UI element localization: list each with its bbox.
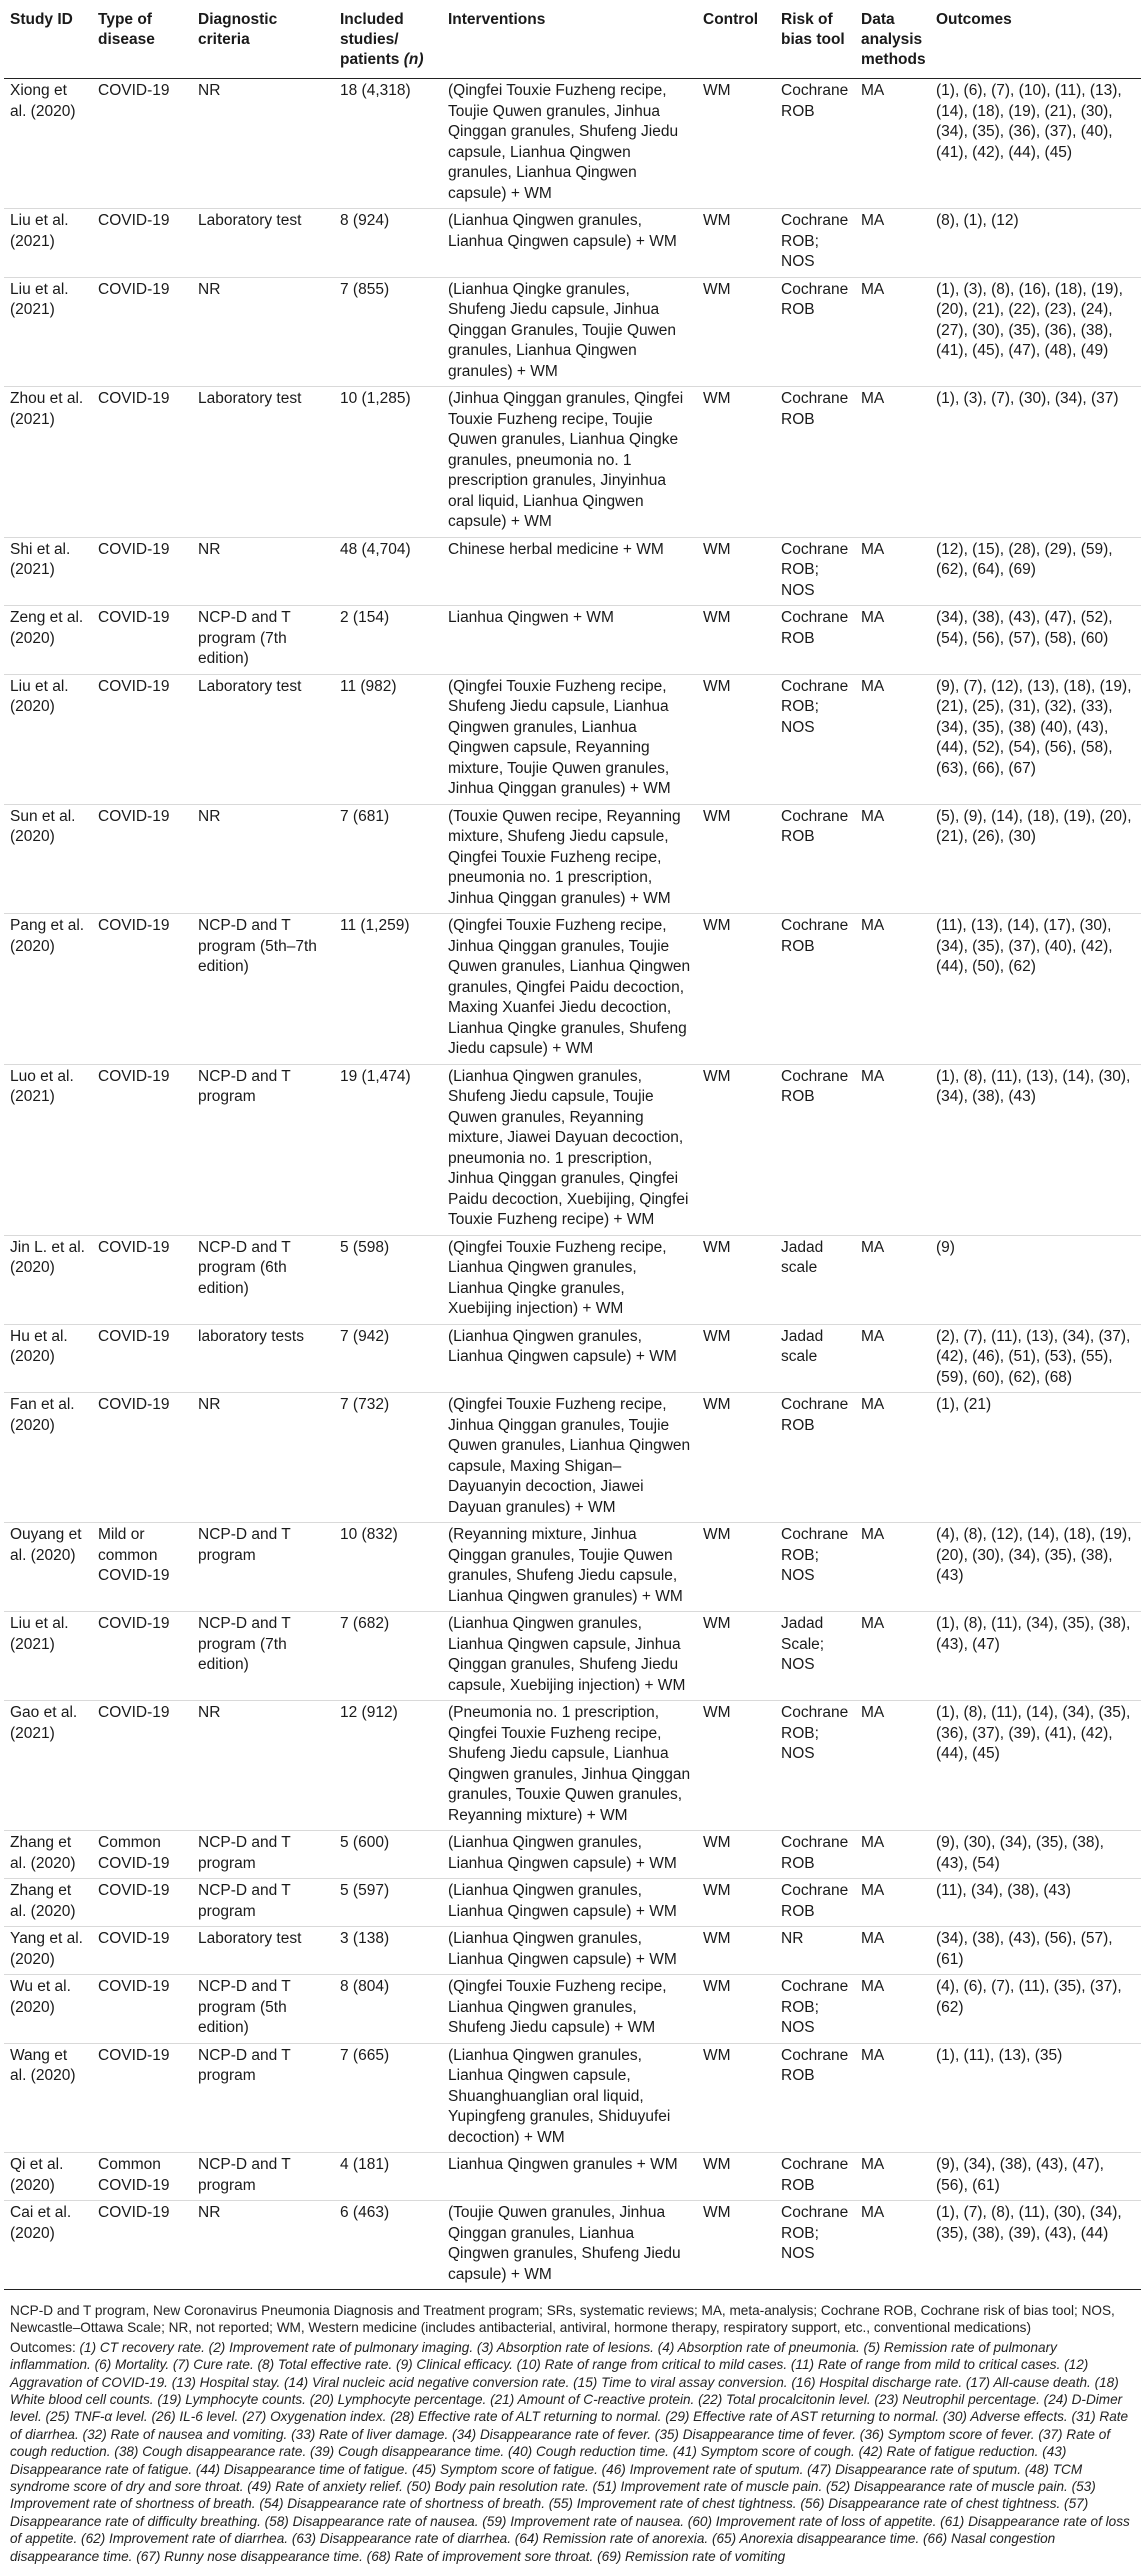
cell-study-id: Shi et al. (2021) [4,537,92,606]
cell-interventions: (Qingfei Touxie Fuzheng recipe, Toujie Quwen granules, Jinhua Qinggan granules, Shufeng Jiedu capsule, Lianhua Qingwen granules, Lianhua Qingwen capsule) + WM [448,82,679,202]
table-row [4,1523,1141,1612]
cell-interventions: Lianhua Qingwen + WM [442,606,697,675]
cell-data-analysis-methods: MA [855,1064,930,1235]
cell-study-id: Liu et al. (2021) [4,1612,92,1701]
cell-included: 6 (463) [334,2201,442,2290]
cell-study-id: Zhang et al. (2020) [4,1831,92,1879]
cell-risk-of-bias-tool: Cochrane ROB [775,804,855,914]
cell-risk-of-bias-tool: Cochrane ROB; NOS [775,1975,855,2044]
cell-outcomes: (11), (34), (38), (43) [930,1879,1141,1927]
table-row [4,1975,1141,2044]
cell-control: WM [697,606,775,675]
cell-outcomes: (4), (8), (12), (14), (18), (19), (20), (30), (34), (35), (38), (43) [930,1523,1141,1612]
cell-data-analysis-methods: MA [855,1975,930,2044]
cell-interventions: (Qingfei Touxie Fuzheng recipe, Shufeng Jiedu capsule, Lianhua Qingwen granules, Lianhua Qingwen capsule, Reyanning mixture, Toujie Quwen granules, Jinhua Qinggan granules) + WM [442,674,697,804]
cell-control: WM [703,82,731,99]
cell-diagnostic-criteria: NR [192,1701,334,1831]
cell-included: 7 (665) [334,2043,442,2153]
cell-outcomes: (9) [930,1235,1141,1324]
cell-type-of-disease: COVID-19 [92,277,192,387]
cell-diagnostic-criteria: Laboratory test [192,674,334,804]
cell-data-analysis-methods: MA [855,1879,930,1927]
cell-control: WM [697,1064,775,1235]
cell-included: 18 (4,318) [340,82,411,99]
cell-data-analysis-methods: MA [855,387,930,538]
cell-type-of-disease: COVID-19 [92,1701,192,1831]
cell-data-analysis-methods: MA [855,2201,930,2290]
cell-study-id: Gao et al. (2021) [4,1701,92,1831]
cell-risk-of-bias-tool: NR [775,1927,855,1975]
cell-diagnostic-criteria: NCP-D and T program [192,1523,334,1612]
cell-included: 4 (181) [334,2153,442,2201]
cell-type-of-disease: COVID-19 [92,209,192,278]
cell-type-of-disease: COVID-19 [92,387,192,538]
table-row [4,79,1141,209]
cell-outcomes: (5), (9), (14), (18), (19), (20), (21), (26), (30) [930,804,1141,914]
cell-outcomes: (9), (34), (38), (43), (47), (56), (61) [930,2153,1141,2201]
cell-risk-of-bias-tool: Cochrane ROB [775,2043,855,2153]
table-row [4,1831,1141,1879]
cell-risk-of-bias-tool: Cochrane ROB; NOS [775,537,855,606]
cell-type-of-disease: COVID-19 [92,1064,192,1235]
cell-interventions: (Toujie Quwen granules, Jinhua Qinggan granules, Lianhua Qingwen granules, Shufeng Jiedu capsule) + WM [442,2201,697,2290]
cell-risk-of-bias-tool: Cochrane ROB; NOS [775,1701,855,1831]
table-row [4,387,1141,538]
cell-control: WM [697,1701,775,1831]
cell-included: 5 (600) [334,1831,442,1879]
cell-data-analysis-methods: MA [855,2153,930,2201]
cell-included: 7 (942) [334,1324,442,1393]
table-row [4,1235,1141,1324]
cell-risk-of-bias-tool: Cochrane ROB [775,2153,855,2201]
cell-control: WM [697,914,775,1065]
header-type-of-disease: Type of disease [92,6,192,79]
cell-risk-of-bias-tool: Cochrane ROB [775,914,855,1065]
cell-type-of-disease: COVID-19 [98,82,170,99]
cell-data-analysis-methods: MA [861,82,885,99]
cell-type-of-disease: COVID-19 [92,1879,192,1927]
cell-data-analysis-methods: MA [855,1523,930,1612]
cell-risk-of-bias-tool: Cochrane ROB [775,1393,855,1523]
abbreviations-note: NCP-D and T program, New Coronavirus Pneumonia Diagnosis and Treatment program; SRs, systematic reviews; MA, meta-analysis; Cochrane ROB, Cochrane risk of bias tool; NOS, Newcastle–Ottawa Scale; NR, not reported; WM, Western medicine (includes antibacterial, antiviral, hormone therapy, respiratory support, etc., conventional medications) [10,2303,1115,2336]
cell-data-analysis-methods: MA [855,1324,930,1393]
cell-control: WM [697,1324,775,1393]
table-row [4,1393,1141,1523]
cell-study-id: Liu et al. (2020) [4,674,92,804]
cell-type-of-disease: COVID-19 [92,1975,192,2044]
cell-study-id: Ouyang et al. (2020) [4,1523,92,1612]
cell-risk-of-bias-tool: Cochrane ROB; NOS [775,2201,855,2290]
header-included-label: Included studies/ patients [340,11,404,68]
cell-study-id: Sun et al. (2020) [4,804,92,914]
cell-included: 12 (912) [334,1701,442,1831]
cell-control: WM [697,2153,775,2201]
cell-control: WM [697,1393,775,1523]
cell-study-id: Luo et al. (2021) [4,1064,92,1235]
cell-outcomes: (34), (38), (43), (56), (57), (61) [930,1927,1141,1975]
cell-study-id: Wu et al. (2020) [4,1975,92,2044]
cell-type-of-disease: COVID-19 [92,1612,192,1701]
table-row [4,914,1141,1065]
cell-outcomes: (1), (21) [930,1393,1141,1523]
cell-outcomes: (1), (11), (13), (35) [930,2043,1141,2153]
cell-control: WM [697,1927,775,1975]
cell-outcomes: (1), (8), (11), (14), (34), (35), (36), (37), (39), (41), (42), (44), (45) [930,1701,1141,1831]
cell-control: WM [697,209,775,278]
header-diagnostic-criteria: Diagnostic criteria [192,6,334,79]
cell-control: WM [697,277,775,387]
cell-interventions: (Reyanning mixture, Jinhua Qinggan granules, Toujie Quwen granules, Shufeng Jiedu capsule, Lianhua Qingwen granules) + WM [442,1523,697,1612]
cell-included: 8 (924) [334,209,442,278]
header-data-analysis-methods: Data analysis methods [855,6,930,79]
cell-data-analysis-methods: MA [855,804,930,914]
cell-interventions: (Touxie Quwen recipe, Reyanning mixture, Shufeng Jiedu capsule, Qingfei Touxie Fuzheng recipe, pneumonia no. 1 prescription, Jinhua Qinggan granules) + WM [442,804,697,914]
cell-outcomes: (12), (15), (28), (29), (59), (62), (64), (69) [930,537,1141,606]
cell-diagnostic-criteria: NR [192,2201,334,2290]
cell-interventions: (Lianhua Qingwen granules, Shufeng Jiedu capsule, Toujie Quwen granules, Reyanning mixture, Jiawei Dayuan decoction, pneumonia no. 1 prescription, Jinhua Qinggan granules, Qingfei Paidu decoction, Xuebijing, Qingfei Touxie Fuzheng recipe) + WM [442,1064,697,1235]
cell-control: WM [697,1975,775,2044]
header-interventions: Interventions [442,6,697,79]
table-row [4,1927,1141,1975]
table-row [4,2153,1141,2201]
table-row [4,537,1141,606]
cell-diagnostic-criteria: NCP-D and T program [192,1064,334,1235]
cell-control: WM [697,1523,775,1612]
cell-included: 11 (1,259) [334,914,442,1065]
table-row [4,1879,1141,1927]
cell-diagnostic-criteria: NCP-D and T program [192,2153,334,2201]
cell-interventions: (Lianhua Qingwen granules, Lianhua Qingwen capsule) + WM [442,1879,697,1927]
header-control: Control [697,6,775,79]
cell-diagnostic-criteria: NR [192,537,334,606]
cell-diagnostic-criteria: NCP-D and T program [192,2043,334,2153]
cell-data-analysis-methods: MA [855,914,930,1065]
cell-risk-of-bias-tool: Cochrane ROB; NOS [775,209,855,278]
cell-control: WM [697,387,775,538]
cell-interventions: (Qingfei Touxie Fuzheng recipe, Jinhua Qinggan granules, Toujie Quwen granules, Lianhua Qingwen granules, Qingfei Paidu decoction, Maxing Xuanfei Jiedu decoction, Lianhua Qingke granules, Shufeng Jiedu capsule) + WM [442,914,697,1065]
table-row [4,1324,1141,1393]
cell-included: 10 (1,285) [334,387,442,538]
outcomes-note [10,2339,1135,2565]
cell-study-id: Zeng et al. (2020) [4,606,92,675]
cell-outcomes: (1), (8), (11), (34), (35), (38), (43), (47) [930,1612,1141,1701]
cell-interventions: (Lianhua Qingwen granules, Lianhua Qingwen capsule, Shuanghuanglian oral liquid, Yupingfeng granules, Shiduyufei decoction) + WM [442,2043,697,2153]
cell-type-of-disease: Common COVID-19 [92,1831,192,1879]
cell-interventions: (Pneumonia no. 1 prescription, Qingfei Touxie Fuzheng recipe, Shufeng Jiedu capsule, Lianhua Qingwen granules, Jinhua Qinggan granules, Touxie Quwen granules, Reyanning mixture) + WM [442,1701,697,1831]
cell-diagnostic-criteria: Laboratory test [192,1927,334,1975]
cell-type-of-disease: COVID-19 [92,2201,192,2290]
cell-study-id: Hu et al. (2020) [4,1324,92,1393]
cell-interventions: (Lianhua Qingwen granules, Lianhua Qingwen capsule) + WM [442,1324,697,1393]
cell-included: 5 (598) [334,1235,442,1324]
cell-interventions: (Qingfei Touxie Fuzheng recipe, Jinhua Qinggan granules, Toujie Quwen granules, Lianhua Qingwen capsule, Maxing Shigan–Dayuanyin decoction, Jiawei Dayuan granules) + WM [442,1393,697,1523]
table-body [4,79,1141,2290]
cell-control: WM [697,1879,775,1927]
cell-risk-of-bias-tool: Cochrane ROB [775,606,855,675]
cell-study-id: Zhou et al. (2021) [4,387,92,538]
table-row [4,606,1141,675]
cell-data-analysis-methods: MA [855,1612,930,1701]
cell-type-of-disease: COVID-19 [92,1235,192,1324]
cell-data-analysis-methods: MA [855,674,930,804]
cell-interventions: (Jinhua Qinggan granules, Qingfei Touxie Fuzheng recipe, Toujie Quwen granules, Lianhua Qingke granules, pneumonia no. 1 prescription granules, Jinyinhua oral liquid, Lianhua Qingwen capsule) + WM [442,387,697,538]
cell-outcomes: (1), (6), (7), (10), (11), (13), (14), (18), (19), (21), (30), (34), (35), (36), (37), (40), (41), (42), (44), (45) [936,82,1122,161]
cell-outcomes: (4), (6), (7), (11), (35), (37), (62) [930,1975,1141,2044]
cell-control: WM [697,2201,775,2290]
cell-outcomes: (9), (30), (34), (35), (38), (43), (54) [930,1831,1141,1879]
cell-included: 10 (832) [334,1523,442,1612]
cell-data-analysis-methods: MA [855,277,930,387]
cell-risk-of-bias-tool: Cochrane ROB [775,1879,855,1927]
cell-diagnostic-criteria: NR [198,82,221,99]
cell-type-of-disease: COVID-19 [92,1393,192,1523]
cell-included: 5 (597) [334,1879,442,1927]
cell-outcomes: (1), (3), (7), (30), (34), (37) [930,387,1141,538]
cell-study-id: Xiong et al. (2020) [10,82,76,120]
cell-type-of-disease: COVID-19 [92,914,192,1065]
outcomes-note-prefix: Outcomes: [10,2339,80,2355]
cell-interventions: (Lianhua Qingwen granules, Lianhua Qingwen capsule) + WM [442,209,697,278]
cell-diagnostic-criteria: NR [192,277,334,387]
cell-included: 19 (1,474) [334,1064,442,1235]
cell-diagnostic-criteria: NCP-D and T program (5th edition) [192,1975,334,2044]
cell-data-analysis-methods: MA [855,2043,930,2153]
cell-type-of-disease: COVID-19 [92,804,192,914]
cell-included: 3 (138) [334,1927,442,1975]
cell-data-analysis-methods: MA [855,1235,930,1324]
cell-study-id: Fan et al. (2020) [4,1393,92,1523]
cell-study-id: Zhang et al. (2020) [4,1879,92,1927]
cell-outcomes: (1), (8), (11), (13), (14), (30), (34), (38), (43) [930,1064,1141,1235]
table-row [4,674,1141,804]
table-row [4,2043,1141,2153]
cell-diagnostic-criteria: NCP-D and T program (7th edition) [192,606,334,675]
cell-control: WM [697,1612,775,1701]
cell-outcomes: (11), (13), (14), (17), (30), (34), (35), (37), (40), (42), (44), (50), (62) [930,914,1141,1065]
cell-data-analysis-methods: MA [855,1927,930,1975]
table-row [4,1701,1141,1831]
cell-data-analysis-methods: MA [855,1831,930,1879]
cell-interventions: (Lianhua Qingwen granules, Lianhua Qingwen capsule) + WM [442,1927,697,1975]
table-row [4,1612,1141,1701]
cell-diagnostic-criteria: laboratory tests [192,1324,334,1393]
cell-study-id: Yang et al. (2020) [4,1927,92,1975]
cell-data-analysis-methods: MA [855,209,930,278]
cell-risk-of-bias-tool: Cochrane ROB [775,387,855,538]
cell-control: WM [697,804,775,914]
cell-risk-of-bias-tool: Cochrane ROB; NOS [775,674,855,804]
cell-control: WM [697,2043,775,2153]
cell-included: 7 (681) [334,804,442,914]
cell-data-analysis-methods: MA [855,537,930,606]
cell-risk-of-bias-tool: Cochrane ROB [775,1064,855,1235]
cell-interventions: Lianhua Qingwen granules + WM [442,2153,697,2201]
cell-diagnostic-criteria: Laboratory test [192,209,334,278]
cell-interventions: (Lianhua Qingwen granules, Lianhua Qingwen capsule, Jinhua Qinggan granules, Shufeng Jiedu capsule, Xuebijing injection) + WM [442,1612,697,1701]
header-included [334,6,442,79]
cell-diagnostic-criteria: NCP-D and T program [192,1831,334,1879]
cell-diagnostic-criteria: Laboratory test [192,387,334,538]
cell-included: 8 (804) [334,1975,442,2044]
table-footnotes [4,2290,1141,2565]
table-row [4,1064,1141,1235]
cell-diagnostic-criteria: NR [192,1393,334,1523]
table-row [4,277,1141,387]
cell-diagnostic-criteria: NCP-D and T program (6th edition) [192,1235,334,1324]
outcomes-note-list: (1) CT recovery rate. (2) Improvement rate of pulmonary imaging. (3) Absorption rate of lesions. (4) Absorption rate of pneumonia. (5) Remission rate of pulmonary inflammation. (6) Mortality. (7) Cure rate. (8) Total effective rate. (9) Clinical efficacy. (10) Rate of range from critical to mild cases. (11) Rate of range from mild to critical cases. (12) Aggravation of COVID-19. (13) Hospital stay. (14) Viral nucleic acid negative conversion rate. (15) Time to viral assay conversion. (16) Hospital discharge rate. (17) All-cause death. (18) White blood cell counts. (19) Lymphocyte counts. (20) Lymphocyte percentage. (21) Amount of C-reactive protein. (22) Total procalcitonin level. (23) Neutrophil percentage. (24) D-Dimer level. (25) TNF-α level. (26) IL-6 level. (27) Oxygenation index. (28) Effective rate of ALT returning to normal. (29) Effective rate of AST returning to normal. (30) Adverse effects. (31) Rate of diarrhea. (32) Rate of nausea and vomiting. (33) Rate of liver damage. (34) Disappearance rate of fever. (35) Disappearance time of fever. (36) Symptom score of fever. (37) Rate of cough reduction. (38) Cough disappearance rate. (39) Cough disappearance time. (40) Cough reduction time. (41) Symptom score of cough. (42) Rate of fatigue reduction. (43) Disappearance rate of fatigue. (44) Disappearance time of fatigue. (45) Symptom score of fatigue. (46) Improvement rate of sputum. (47) Disappearance rate of sputum. (48) TCM syndrome score of dry and sore throat. (49) Rate of anxiety relief. (50) Body pain resolution rate. (51) Improvement rate of muscle pain. (52) Disappearance rate of muscle pain. (53) Improvement rate of shortness of breath. (54) Disappearance rate of shortness of breath. (55) Improvement rate of chest tightness. (56) Disappearance rate of chest tightness. (57) Disappearance rate of difficulty breathing. (58) Disappearance rate of nausea. (59) Improvement rate of nausea. (60) Improvement rate of loss of appetite. (61) Disappearance rate of loss of appetite. (62) Improvement rate of diarrhea. (63) Disappearance rate of diarrhea. (64) Remission rate of anorexia. (65) Anorexia disappearance time. (66) Nasal congestion disappearance time. (67) Runny nose disappearance time. (68) Rate of improvement sore throat. (69) Remission rate of vomiting [10,2339,1130,2564]
cell-outcomes: (1), (7), (8), (11), (30), (34), (35), (38), (39), (43), (44) [930,2201,1141,2290]
cell-outcomes: (9), (7), (12), (13), (18), (19), (21), (25), (31), (32), (33), (34), (35), (38) (40), (43), (44), (52), (54), (56), (58), (63), (66), (67) [930,674,1141,804]
cell-interventions: (Qingfei Touxie Fuzheng recipe, Lianhua Qingwen granules, Lianhua Qingke granules, Xuebijing injection) + WM [442,1235,697,1324]
cell-type-of-disease: Mild or common COVID-19 [92,1523,192,1612]
cell-data-analysis-methods: MA [855,606,930,675]
cell-outcomes: (34), (38), (43), (47), (52), (54), (56), (57), (58), (60) [930,606,1141,675]
cell-study-id: Wang et al. (2020) [4,2043,92,2153]
cell-outcomes: (1), (3), (8), (16), (18), (19), (20), (21), (22), (23), (24), (27), (30), (35), (36), (38), (41), (45), (47), (48), (49) [930,277,1141,387]
cell-control: WM [697,537,775,606]
cell-risk-of-bias-tool: Cochrane ROB [775,277,855,387]
cell-type-of-disease: COVID-19 [92,1324,192,1393]
cell-risk-of-bias-tool: Cochrane ROB [775,1831,855,1879]
cell-interventions: (Lianhua Qingwen granules, Lianhua Qingwen capsule) + WM [442,1831,697,1879]
table-row [4,2201,1141,2290]
header-included-n: (n) [403,51,424,68]
header-risk-of-bias-tool: Risk of bias tool [775,6,855,79]
cell-data-analysis-methods: MA [855,1393,930,1523]
cell-interventions: Chinese herbal medicine + WM [442,537,697,606]
cell-risk-of-bias-tool: Cochrane ROB; NOS [775,1523,855,1612]
cell-included: 48 (4,704) [334,537,442,606]
cell-risk-of-bias-tool: Jadad scale [775,1235,855,1324]
table-row [4,209,1141,278]
cell-study-id: Pang et al. (2020) [4,914,92,1065]
cell-risk-of-bias-tool: Jadad Scale; NOS [775,1612,855,1701]
header-outcomes: Outcomes [930,6,1141,79]
cell-type-of-disease: COVID-19 [92,2043,192,2153]
cell-included: 11 (982) [334,674,442,804]
cell-included: 7 (732) [334,1393,442,1523]
cell-type-of-disease: Common COVID-19 [92,2153,192,2201]
cell-outcomes: (2), (7), (11), (13), (34), (37), (42), (46), (51), (53), (55), (59), (60), (62), (68) [930,1324,1141,1393]
cell-diagnostic-criteria: NCP-D and T program (5th–7th edition) [192,914,334,1065]
cell-diagnostic-criteria: NCP-D and T program (7th edition) [192,1612,334,1701]
cell-study-id: Qi et al. (2020) [4,2153,92,2201]
cell-included: 2 (154) [334,606,442,675]
table-header [4,6,1141,79]
cell-control: WM [697,674,775,804]
cell-study-id: Cai et al. (2020) [4,2201,92,2290]
cell-control: WM [697,1235,775,1324]
cell-study-id: Liu et al. (2021) [4,209,92,278]
cell-included: 7 (855) [334,277,442,387]
cell-risk-of-bias-tool: Cochrane ROB [781,82,849,120]
cell-type-of-disease: COVID-19 [92,674,192,804]
cell-type-of-disease: COVID-19 [92,537,192,606]
cell-interventions: (Lianhua Qingke granules, Shufeng Jiedu capsule, Jinhua Qinggan Granules, Toujie Quwen granules, Lianhua Qingwen granules) + WM [442,277,697,387]
cell-diagnostic-criteria: NCP-D and T program [192,1879,334,1927]
studies-table [4,6,1141,2290]
table-row [4,804,1141,914]
cell-outcomes: (8), (1), (12) [930,209,1141,278]
cell-study-id: Jin L. et al. (2020) [4,1235,92,1324]
header-study-id: Study ID [4,6,92,79]
cell-included: 7 (682) [334,1612,442,1701]
cell-control: WM [697,1831,775,1879]
cell-interventions: (Qingfei Touxie Fuzheng recipe, Lianhua Qingwen granules, Shufeng Jiedu capsule) + WM [442,1975,697,2044]
cell-study-id: Liu et al. (2021) [4,277,92,387]
cell-type-of-disease: COVID-19 [92,606,192,675]
cell-type-of-disease: COVID-19 [92,1927,192,1975]
cell-diagnostic-criteria: NR [192,804,334,914]
cell-risk-of-bias-tool: Jadad scale [775,1324,855,1393]
cell-data-analysis-methods: MA [855,1701,930,1831]
